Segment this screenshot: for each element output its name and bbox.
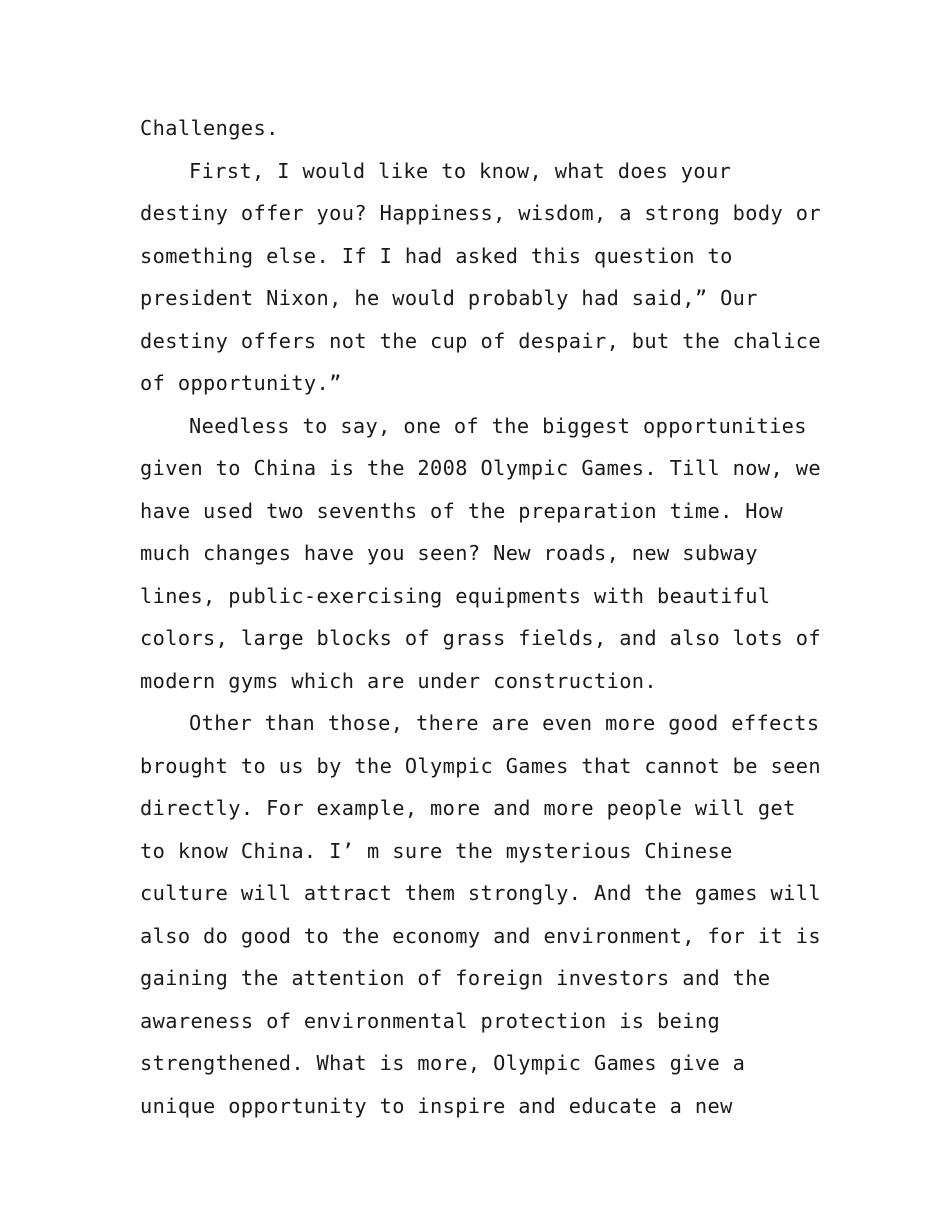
paragraph-first-line: Needless to say, one of the biggest opportunities	[189, 413, 807, 438]
text-line: directly. For example, more and more people will get	[140, 796, 796, 820]
paragraph-first-line: Other than those, there are even more good effects	[189, 711, 820, 735]
text-line: have used two sevenths of the preparation time. How	[140, 498, 784, 523]
text-line: president Nixon, he would probably had said,” Our	[140, 286, 758, 310]
paragraph-first-line: First, I would like to know, what does your	[189, 158, 732, 183]
text-line: something else. If I had asked this question to	[140, 243, 733, 268]
text-line: strengthened. What is more, Olympic Games give a	[140, 1051, 746, 1075]
text-line: lines, public-exercising equipments with beautiful	[140, 583, 771, 608]
text-line: gaining the attention of foreign investors and the	[140, 966, 771, 990]
text-line: Challenges.	[140, 116, 279, 140]
text-line: modern gyms which are under construction.	[140, 668, 658, 693]
text-line: brought to us by the Olympic Games that cannot be seen	[140, 753, 821, 778]
text-line: much changes have you seen? New roads, new subway	[140, 541, 758, 565]
text-line: to know China. I’ m sure the mysterious Chinese	[140, 838, 733, 863]
text-line: unique opportunity to inspire and educate a new	[140, 1093, 733, 1118]
text-line: colors, large blocks of grass fields, and also lots of	[140, 626, 821, 650]
text-line: of opportunity.”	[140, 371, 342, 395]
document-body	[140, 107, 820, 1127]
text-line: also do good to the economy and environment, for it is	[140, 923, 821, 948]
text-line: destiny offer you? Happiness, wisdom, a strong body or	[140, 201, 821, 225]
text-line: destiny offers not the cup of despair, but the chalice	[140, 328, 821, 353]
text-line: culture will attract them strongly. And the games will	[140, 881, 821, 905]
text-line: given to China is the 2008 Olympic Games. Till now, we	[140, 456, 821, 480]
text-line: awareness of environmental protection is being	[140, 1008, 721, 1033]
